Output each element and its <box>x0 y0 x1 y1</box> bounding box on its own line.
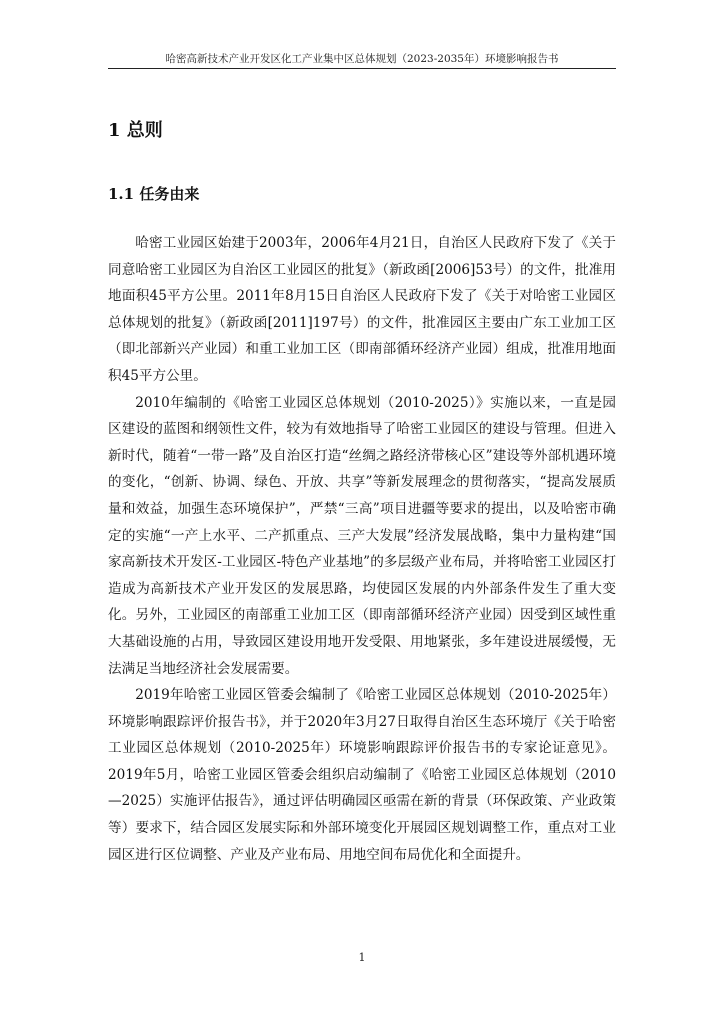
body-text <box>108 230 616 868</box>
paragraph-origin: 哈密工业园区始建于2003年，2006年4月21日，自治区人民政府下发了《关于同意哈密工业园区为自治区工业园区的批复》（新政函[2006]53号）的文件，批准用地面积45平方公里。2011年8月15日自治区人民政府下发了《关于对哈密工业园区总体规划的批复》（新政函[2011]197号）的文件，批准园区主要由广东工业加工区（即北部新兴产业园）和重工业加工区（即南部循环经济产业园）组成，批准用地面积45平方公里。 <box>108 235 616 384</box>
running-header: 哈密高新技术产业开发区化工产业集中区总体规划（2023-2035年）环境影响报告书 <box>165 53 559 65</box>
page-number: 1 <box>358 951 366 964</box>
header-divider <box>108 68 616 69</box>
section-heading: 1.1 任务由来 <box>108 185 200 203</box>
paragraph-background: 2010年编制的《哈密工业园区总体规划（2010-2025）》实施以来，一直是园区建设的蓝图和纲领性文件，较为有效地指导了哈密工业园区的建设与管理。但进入新时代，随着“一带一路”及自治区打造“丝绸之路经济带核心区”建设等外部机遇环境的变化，“创新、协调、绿色、开放、共享”等新发展理念的贯彻落实，“提高发展质量和效益，加强生态环境保护”，严禁“三高”项目进疆等要求的提出，以及哈密市确定的实施“一产上水平、二产抓重点、三产大发展”经济发展战略，集中力量构建“国家高新技术开发区-工业园区-特色产业基地”的多层级产业布局，并将哈密工业园区打造成为高新技术产业开发区的发展思路，均使园区发展的内外部条件发生了重大变化。另外，工业园区的南部重工业加工区（即南部循环经济产业园）因受到区域性重大基础设施的占用，导致园区建设用地开发受限、用地紧张，多年建设进展缓慢，无法满足当地经济社会发展需要。 <box>108 394 616 677</box>
paragraph-evaluation: 2019年哈密工业园区管委会编制了《哈密工业园区总体规划（2010-2025年）环境影响跟踪评价报告书》，并于2020年3月27日取得自治区生态环境厅《关于哈密工业园区总体规划（2010-2025年）环境影响跟踪评价报告书的专家论证意见》。2019年5月，哈密工业园区管委会组织启动编制了《哈密工业园区总体规划（2010—2025）实施评估报告》，通过评估明确园区亟需在新的背景（环保政策、产业政策等）要求下，结合园区发展实际和外部环境变化开展园区规划调整工作，重点对工业园区进行区位调整、产业及产业布局、用地空间布局优化和全面提升。 <box>108 687 616 863</box>
chapter-heading: 1 总则 <box>108 120 163 141</box>
